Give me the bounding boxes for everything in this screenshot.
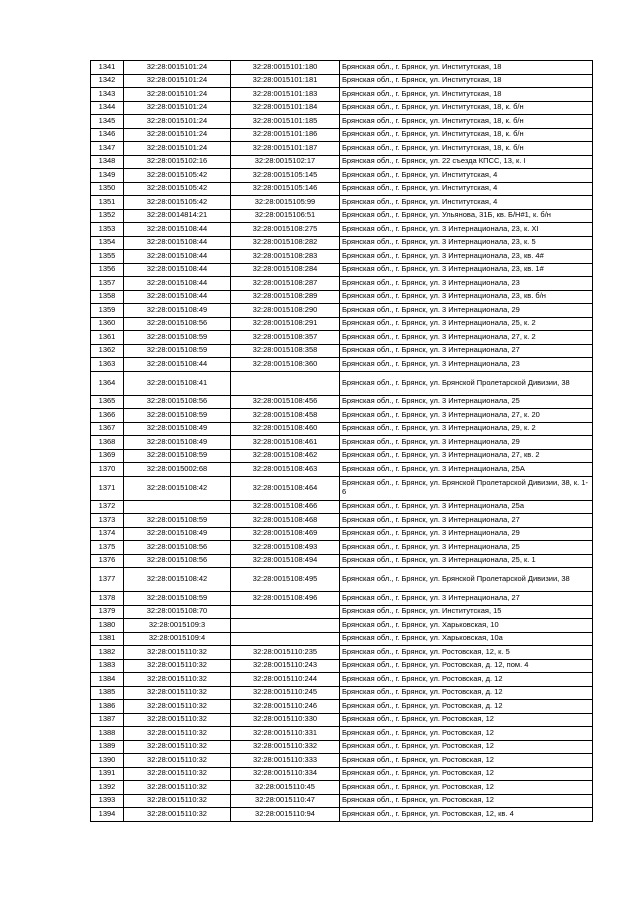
row-number: 1383 — [91, 659, 124, 673]
row-number: 1374 — [91, 527, 124, 541]
row-number: 1372 — [91, 500, 124, 514]
table-row — [91, 463, 593, 477]
row-number: 1386 — [91, 700, 124, 714]
table-row — [91, 449, 593, 463]
cadastral-number-parcel: 32:28:0015108:42 — [124, 476, 231, 500]
cadastral-number-object: 32:28:0015108:469 — [231, 527, 340, 541]
table-row — [91, 263, 593, 277]
address-cell: Брянская обл., г. Брянск, ул. 3 Интернационала, 25, к. 2 — [340, 317, 593, 331]
cadastral-number-parcel: 32:28:0015110:32 — [124, 727, 231, 741]
cadastral-number-object: 32:28:0015108:493 — [231, 541, 340, 555]
cadastral-number-parcel: 32:28:0015108:44 — [124, 223, 231, 237]
table-row — [91, 659, 593, 673]
address-cell: Брянская обл., г. Брянск, ул. 3 Интернационала, 25А — [340, 463, 593, 477]
cadastral-number-parcel: 32:28:0015108:59 — [124, 514, 231, 528]
table-row — [91, 619, 593, 633]
cadastral-number-object — [231, 371, 340, 395]
table-row — [91, 61, 593, 75]
row-number: 1357 — [91, 277, 124, 291]
address-cell: Брянская обл., г. Брянск, ул. 3 Интернационала, 23, кв. 1# — [340, 263, 593, 277]
table-row — [91, 808, 593, 822]
cadastral-number-parcel: 32:28:0015110:32 — [124, 713, 231, 727]
row-number: 1346 — [91, 128, 124, 142]
address-cell: Брянская обл., г. Брянск, ул. 3 Интернационала, 27 — [340, 514, 593, 528]
address-cell: Брянская обл., г. Брянск, ул. Ростовская, 12 — [340, 754, 593, 768]
row-number: 1351 — [91, 196, 124, 210]
table-row — [91, 142, 593, 156]
table-row — [91, 700, 593, 714]
row-number: 1362 — [91, 344, 124, 358]
table-row — [91, 344, 593, 358]
address-cell: Брянская обл., г. Брянск, ул. 3 Интернационала, 27, кв. 2 — [340, 449, 593, 463]
cadastral-number-object: 32:28:0015108:466 — [231, 500, 340, 514]
table-row — [91, 632, 593, 646]
table-row — [91, 101, 593, 115]
table-row — [91, 514, 593, 528]
address-cell: Брянская обл., г. Брянск, ул. Ростовская, д. 12 — [340, 673, 593, 687]
row-number: 1393 — [91, 794, 124, 808]
cadastral-number-object: 32:28:0015108:464 — [231, 476, 340, 500]
row-number: 1375 — [91, 541, 124, 555]
cadastral-number-object: 32:28:0015101:186 — [231, 128, 340, 142]
address-cell: Брянская обл., г. Брянск, ул. Институтская, 18, к. б/н — [340, 101, 593, 115]
cadastral-number-parcel: 32:28:0015002:68 — [124, 463, 231, 477]
cadastral-number-parcel: 32:28:0015101:24 — [124, 101, 231, 115]
address-cell: Брянская обл., г. Брянск, ул. Ульянова, 31Б, кв. Б/Н#1, к. б/н — [340, 209, 593, 223]
cadastral-number-object: 32:28:0015110:246 — [231, 700, 340, 714]
cadastral-number-object: 32:28:0015110:332 — [231, 740, 340, 754]
address-cell: Брянская обл., г. Брянск, ул. Институтская, 18 — [340, 61, 593, 75]
row-number: 1347 — [91, 142, 124, 156]
table-row — [91, 605, 593, 619]
table-row — [91, 436, 593, 450]
address-cell: Брянская обл., г. Брянск, ул. Брянской Пролетарской Дивизии, 38, к. 1-6 — [340, 476, 593, 500]
row-number: 1377 — [91, 568, 124, 592]
row-number: 1343 — [91, 88, 124, 102]
table-row — [91, 568, 593, 592]
address-cell: Брянская обл., г. Брянск, ул. Ростовская, 12, к. 5 — [340, 646, 593, 660]
table-row — [91, 686, 593, 700]
address-cell: Брянская обл., г. Брянск, ул. 3 Интернационала, 25 — [340, 541, 593, 555]
cadastral-number-object: 32:28:0015108:360 — [231, 358, 340, 372]
cadastral-number-object: 32:28:0015101:180 — [231, 61, 340, 75]
address-cell: Брянская обл., г. Брянск, ул. Ростовская, д. 12 — [340, 686, 593, 700]
address-cell: Брянская обл., г. Брянск, ул. 3 Интернационала, 25а — [340, 500, 593, 514]
table-row — [91, 358, 593, 372]
address-cell: Брянская обл., г. Брянск, ул. Ростовская, 12 — [340, 740, 593, 754]
cadastral-number-parcel: 32:28:0015108:56 — [124, 541, 231, 555]
address-cell: Брянская обл., г. Брянск, ул. 3 Интернационала, 29 — [340, 304, 593, 318]
cadastral-number-object: 32:28:0015108:282 — [231, 236, 340, 250]
row-number: 1341 — [91, 61, 124, 75]
row-number: 1384 — [91, 673, 124, 687]
cadastral-number-parcel: 32:28:0015105:42 — [124, 169, 231, 183]
table-row — [91, 409, 593, 423]
row-number: 1368 — [91, 436, 124, 450]
cadastral-number-parcel: 32:28:0015108:59 — [124, 344, 231, 358]
row-number: 1385 — [91, 686, 124, 700]
cadastral-number-parcel: 32:28:0015108:44 — [124, 277, 231, 291]
cadastral-number-parcel: 32:28:0015108:59 — [124, 592, 231, 606]
table-row — [91, 794, 593, 808]
row-number: 1359 — [91, 304, 124, 318]
cadastral-number-object: 32:28:0015108:495 — [231, 568, 340, 592]
table-row — [91, 554, 593, 568]
row-number: 1382 — [91, 646, 124, 660]
cadastral-number-parcel: 32:28:0015108:59 — [124, 449, 231, 463]
cadastral-number-object: 32:28:0015101:183 — [231, 88, 340, 102]
cadastral-number-parcel: 32:28:0015108:49 — [124, 422, 231, 436]
row-number: 1366 — [91, 409, 124, 423]
address-cell: Брянская обл., г. Брянск, ул. Институтская, 18, к. б/н — [340, 142, 593, 156]
address-cell: Брянская обл., г. Брянск, ул. 3 Интернационала, 23, кв. б/н — [340, 290, 593, 304]
cadastral-number-object: 32:28:0015108:289 — [231, 290, 340, 304]
row-number: 1376 — [91, 554, 124, 568]
table-row — [91, 155, 593, 169]
cadastral-number-parcel: 32:28:0015102:16 — [124, 155, 231, 169]
table-row — [91, 754, 593, 768]
address-cell: Брянская обл., г. Брянск, ул. Институтская, 18, к. б/н — [340, 128, 593, 142]
table-row — [91, 277, 593, 291]
table-row — [91, 500, 593, 514]
cadastral-number-parcel: 32:28:0015101:24 — [124, 61, 231, 75]
cadastral-number-object: 32:28:0015110:235 — [231, 646, 340, 660]
cadastral-number-object: 32:28:0015108:461 — [231, 436, 340, 450]
address-cell: Брянская обл., г. Брянск, ул. 3 Интернационала, 27 — [340, 344, 593, 358]
address-cell: Брянская обл., г. Брянск, ул. Институтская, 4 — [340, 196, 593, 210]
cadastral-number-object: 32:28:0015110:331 — [231, 727, 340, 741]
table-row — [91, 236, 593, 250]
cadastral-number-object: 32:28:0015108:463 — [231, 463, 340, 477]
table-row — [91, 527, 593, 541]
cadastral-number-object: 32:28:0015110:94 — [231, 808, 340, 822]
row-number: 1356 — [91, 263, 124, 277]
row-number: 1342 — [91, 74, 124, 88]
address-cell: Брянская обл., г. Брянск, ул. Ростовская, 12 — [340, 713, 593, 727]
table-row — [91, 128, 593, 142]
row-number: 1373 — [91, 514, 124, 528]
table-row — [91, 182, 593, 196]
cadastral-number-object: 32:28:0015108:358 — [231, 344, 340, 358]
cadastral-number-object: 32:28:0015108:284 — [231, 263, 340, 277]
cadastral-number-object: 32:28:0015108:291 — [231, 317, 340, 331]
address-cell: Брянская обл., г. Брянск, ул. Ростовская, д. 12, пом. 4 — [340, 659, 593, 673]
cadastral-number-parcel: 32:28:0015108:56 — [124, 554, 231, 568]
row-number: 1381 — [91, 632, 124, 646]
row-number: 1369 — [91, 449, 124, 463]
cadastral-number-parcel: 32:28:0015108:59 — [124, 409, 231, 423]
cadastral-number-parcel: 32:28:0015108:56 — [124, 395, 231, 409]
table-row — [91, 304, 593, 318]
cadastral-number-parcel: 32:28:0015108:56 — [124, 317, 231, 331]
cadastral-number-object: 32:28:0015105:99 — [231, 196, 340, 210]
cadastral-number-object — [231, 605, 340, 619]
cadastral-number-parcel: 32:28:0015108:44 — [124, 290, 231, 304]
table-row — [91, 74, 593, 88]
address-cell: Брянская обл., г. Брянск, ул. Институтская, 4 — [340, 182, 593, 196]
address-cell: Брянская обл., г. Брянск, ул. 3 Интернационала, 23 — [340, 358, 593, 372]
row-number: 1370 — [91, 463, 124, 477]
cadastral-number-parcel: 32:28:0015105:42 — [124, 182, 231, 196]
cadastral-number-parcel: 32:28:0015110:32 — [124, 686, 231, 700]
cadastral-number-parcel: 32:28:0015110:32 — [124, 740, 231, 754]
table-row — [91, 290, 593, 304]
row-number: 1358 — [91, 290, 124, 304]
row-number: 1389 — [91, 740, 124, 754]
cadastral-number-parcel: 32:28:0015105:42 — [124, 196, 231, 210]
cadastral-number-parcel: 32:28:0014814:21 — [124, 209, 231, 223]
address-cell: Брянская обл., г. Брянск, ул. Ростовская, 12 — [340, 767, 593, 781]
cadastral-number-parcel: 32:28:0015108:49 — [124, 436, 231, 450]
table-row — [91, 209, 593, 223]
address-cell: Брянская обл., г. Брянск, ул. Ростовская, 12 — [340, 794, 593, 808]
cadastral-number-object: 32:28:0015108:468 — [231, 514, 340, 528]
table-row — [91, 223, 593, 237]
cadastral-number-parcel: 32:28:0015110:32 — [124, 808, 231, 822]
address-cell: Брянская обл., г. Брянск, ул. Институтская, 4 — [340, 169, 593, 183]
cadastral-number-parcel: 32:28:0015110:32 — [124, 659, 231, 673]
row-number: 1350 — [91, 182, 124, 196]
row-number: 1361 — [91, 331, 124, 345]
address-cell: Брянская обл., г. Брянск, ул. 3 Интернационала, 23 — [340, 277, 593, 291]
cadastral-number-parcel: 32:28:0015110:32 — [124, 794, 231, 808]
row-number: 1394 — [91, 808, 124, 822]
cadastral-number-object: 32:28:0015110:330 — [231, 713, 340, 727]
cadastral-number-parcel: 32:28:0015101:24 — [124, 142, 231, 156]
address-cell: Брянская обл., г. Брянск, ул. Институтская, 15 — [340, 605, 593, 619]
address-cell: Брянская обл., г. Брянск, ул. 3 Интернационала, 25, к. 1 — [340, 554, 593, 568]
address-cell: Брянская обл., г. Брянск, ул. 3 Интернационала, 29, к. 2 — [340, 422, 593, 436]
row-number: 1378 — [91, 592, 124, 606]
row-number: 1371 — [91, 476, 124, 500]
table-row — [91, 331, 593, 345]
address-cell: Брянская обл., г. Брянск, ул. Институтская, 18 — [340, 74, 593, 88]
cadastral-number-parcel: 32:28:0015108:59 — [124, 331, 231, 345]
address-cell: Брянская обл., г. Брянск, ул. Ростовская, 12 — [340, 727, 593, 741]
cadastral-number-object: 32:28:0015108:494 — [231, 554, 340, 568]
cadastral-number-object: 32:28:0015108:283 — [231, 250, 340, 264]
cadastral-number-object: 32:28:0015110:333 — [231, 754, 340, 768]
row-number: 1387 — [91, 713, 124, 727]
address-cell: Брянская обл., г. Брянск, ул. 3 Интернационала, 27 — [340, 592, 593, 606]
table-row — [91, 115, 593, 129]
address-cell: Брянская обл., г. Брянск, ул. Харьковская, 10а — [340, 632, 593, 646]
address-cell: Брянская обл., г. Брянск, ул. 3 Интернационала, 27, к. 2 — [340, 331, 593, 345]
row-number: 1363 — [91, 358, 124, 372]
row-number: 1360 — [91, 317, 124, 331]
cadastral-number-parcel: 32:28:0015108:70 — [124, 605, 231, 619]
table-row — [91, 646, 593, 660]
cadastral-number-object: 32:28:0015108:275 — [231, 223, 340, 237]
cadastral-number-parcel: 32:28:0015108:44 — [124, 263, 231, 277]
cadastral-number-object: 32:28:0015101:181 — [231, 74, 340, 88]
cadastral-number-object: 32:28:0015110:47 — [231, 794, 340, 808]
cadastral-number-parcel: 32:28:0015110:32 — [124, 754, 231, 768]
row-number: 1349 — [91, 169, 124, 183]
cadastral-number-object — [231, 632, 340, 646]
table-row — [91, 317, 593, 331]
cadastral-number-parcel: 32:28:0015110:32 — [124, 767, 231, 781]
address-cell: Брянская обл., г. Брянск, ул. Харьковская, 10 — [340, 619, 593, 633]
cadastral-number-parcel: 32:28:0015108:44 — [124, 358, 231, 372]
table-row — [91, 740, 593, 754]
table-row — [91, 371, 593, 395]
row-number: 1353 — [91, 223, 124, 237]
cadastral-number-parcel: 32:28:0015110:32 — [124, 781, 231, 795]
row-number: 1388 — [91, 727, 124, 741]
row-number: 1355 — [91, 250, 124, 264]
address-cell: Брянская обл., г. Брянск, ул. Институтская, 18, к. б/н — [340, 115, 593, 129]
address-cell: Брянская обл., г. Брянск, ул. 3 Интернационала, 25 — [340, 395, 593, 409]
cadastral-number-parcel: 32:28:0015108:49 — [124, 527, 231, 541]
cadastral-number-object: 32:28:0015110:45 — [231, 781, 340, 795]
table-body — [91, 61, 593, 822]
table-row — [91, 592, 593, 606]
cadastral-number-parcel: 32:28:0015110:32 — [124, 673, 231, 687]
cadastral-number-parcel: 32:28:0015108:41 — [124, 371, 231, 395]
cadastral-number-object: 32:28:0015108:456 — [231, 395, 340, 409]
cadastral-number-parcel: 32:28:0015101:24 — [124, 128, 231, 142]
cadastral-number-object: 32:28:0015110:243 — [231, 659, 340, 673]
row-number: 1390 — [91, 754, 124, 768]
cadastral-number-parcel: 32:28:0015108:44 — [124, 250, 231, 264]
address-cell: Брянская обл., г. Брянск, ул. Ростовская, 12 — [340, 781, 593, 795]
row-number: 1365 — [91, 395, 124, 409]
cadastral-number-object: 32:28:0015108:462 — [231, 449, 340, 463]
table-row — [91, 767, 593, 781]
cadastral-number-parcel: 32:28:0015109:3 — [124, 619, 231, 633]
row-number: 1392 — [91, 781, 124, 795]
address-cell: Брянская обл., г. Брянск, ул. 22 съезда КПСС, 13, к. I — [340, 155, 593, 169]
cadastral-number-parcel: 32:28:0015101:24 — [124, 74, 231, 88]
cadastral-number-object — [231, 619, 340, 633]
cadastral-number-parcel: 32:28:0015108:44 — [124, 236, 231, 250]
address-cell: Брянская обл., г. Брянск, ул. 3 Интернационала, 27, к. 20 — [340, 409, 593, 423]
address-cell: Брянская обл., г. Брянск, ул. 3 Интернационала, 29 — [340, 527, 593, 541]
row-number: 1391 — [91, 767, 124, 781]
cadastral-number-parcel: 32:28:0015109:4 — [124, 632, 231, 646]
cadastral-number-parcel: 32:28:0015108:49 — [124, 304, 231, 318]
cadastral-number-object: 32:28:0015101:184 — [231, 101, 340, 115]
table-row — [91, 476, 593, 500]
cadastral-number-object: 32:28:0015108:460 — [231, 422, 340, 436]
table-row — [91, 196, 593, 210]
table-row — [91, 250, 593, 264]
cadastral-number-object: 32:28:0015110:244 — [231, 673, 340, 687]
table-row — [91, 713, 593, 727]
table-row — [91, 395, 593, 409]
cadastral-number-object: 32:28:0015108:287 — [231, 277, 340, 291]
cadastral-number-object: 32:28:0015110:334 — [231, 767, 340, 781]
address-cell: Брянская обл., г. Брянск, ул. Ростовская, 12, кв. 4 — [340, 808, 593, 822]
row-number: 1364 — [91, 371, 124, 395]
cadastral-number-object: 32:28:0015101:187 — [231, 142, 340, 156]
row-number: 1345 — [91, 115, 124, 129]
cadastral-number-object: 32:28:0015106:51 — [231, 209, 340, 223]
address-cell: Брянская обл., г. Брянск, ул. 3 Интернационала, 23, к. 5 — [340, 236, 593, 250]
cadastral-number-object: 32:28:0015105:146 — [231, 182, 340, 196]
address-cell: Брянская обл., г. Брянск, ул. Брянской Пролетарской Дивизии, 38 — [340, 568, 593, 592]
cadastral-number-object: 32:28:0015108:357 — [231, 331, 340, 345]
address-cell: Брянская обл., г. Брянск, ул. Брянской Пролетарской Дивизии, 38 — [340, 371, 593, 395]
table-row — [91, 169, 593, 183]
cadastral-number-object: 32:28:0015108:496 — [231, 592, 340, 606]
address-cell: Брянская обл., г. Брянск, ул. Институтская, 18 — [340, 88, 593, 102]
address-cell: Брянская обл., г. Брянск, ул. 3 Интернационала, 23, кв. 4# — [340, 250, 593, 264]
address-cell: Брянская обл., г. Брянск, ул. 3 Интернационала, 23, к. XI — [340, 223, 593, 237]
table-row — [91, 422, 593, 436]
row-number: 1352 — [91, 209, 124, 223]
cadastral-number-parcel: 32:28:0015110:32 — [124, 646, 231, 660]
cadastral-number-object: 32:28:0015105:145 — [231, 169, 340, 183]
row-number: 1354 — [91, 236, 124, 250]
cadastral-number-parcel: 32:28:0015101:24 — [124, 88, 231, 102]
table-row — [91, 673, 593, 687]
address-cell: Брянская обл., г. Брянск, ул. 3 Интернационала, 29 — [340, 436, 593, 450]
row-number: 1379 — [91, 605, 124, 619]
cadastral-number-object: 32:28:0015108:458 — [231, 409, 340, 423]
row-number: 1348 — [91, 155, 124, 169]
table-row — [91, 88, 593, 102]
cadastral-number-object: 32:28:0015102:17 — [231, 155, 340, 169]
cadastral-number-parcel — [124, 500, 231, 514]
cadastral-number-object: 32:28:0015108:290 — [231, 304, 340, 318]
row-number: 1367 — [91, 422, 124, 436]
table-row — [91, 541, 593, 555]
address-cell: Брянская обл., г. Брянск, ул. Ростовская, д. 12 — [340, 700, 593, 714]
cadastral-number-object: 32:28:0015101:185 — [231, 115, 340, 129]
cadastral-number-parcel: 32:28:0015108:42 — [124, 568, 231, 592]
cadastral-number-parcel: 32:28:0015101:24 — [124, 115, 231, 129]
property-table — [90, 60, 593, 822]
cadastral-number-object: 32:28:0015110:245 — [231, 686, 340, 700]
cadastral-number-parcel: 32:28:0015110:32 — [124, 700, 231, 714]
table-row — [91, 727, 593, 741]
table-row — [91, 781, 593, 795]
row-number: 1344 — [91, 101, 124, 115]
row-number: 1380 — [91, 619, 124, 633]
